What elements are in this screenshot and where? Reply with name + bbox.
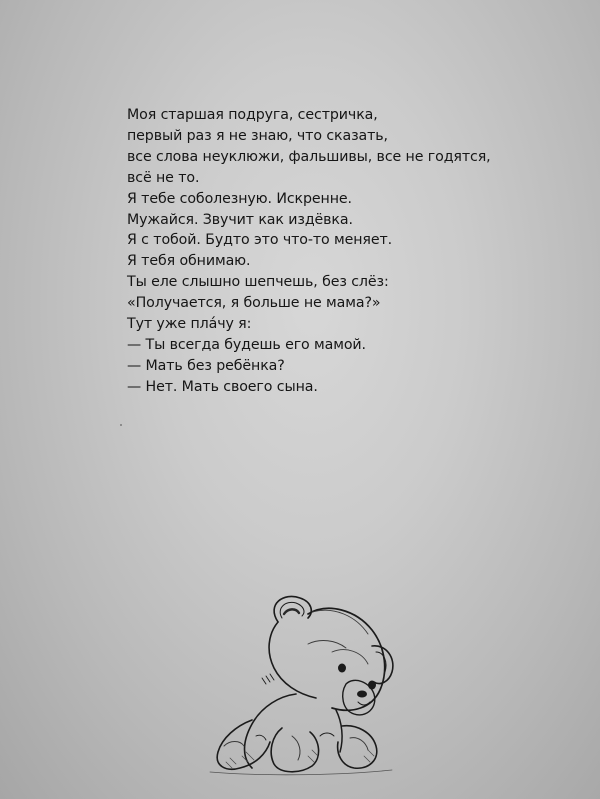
poem-line: первый раз я не знаю, что сказать, [127, 127, 388, 144]
poem-line: Мужайся. Звучит как издёвка. [127, 211, 353, 228]
paper-speck [120, 424, 122, 426]
poem-line: все слова неуклюжи, фальшивы, все не годятся, [127, 148, 491, 165]
poem-text [127, 105, 547, 398]
poem-line: — Нет. Мать своего сына. [127, 378, 318, 395]
poem-line: Я тебя обнимаю. [127, 253, 251, 270]
poem-line: Тут уже пла́чу я: [127, 316, 252, 333]
poem-line: — Мать без ребёнка? [127, 357, 285, 374]
poem-line: всё не то. [127, 169, 200, 186]
poem-line: «Получается, я больше не мама?» [127, 295, 381, 312]
poem-line: Моя старшая подруга, сестричка, [127, 107, 378, 123]
teddy-bear-sketch-icon [196, 586, 416, 776]
poem-line: — Ты всегда будешь его мамой. [127, 336, 366, 353]
poem-line: Я с тобой. Будто это что-то меняет. [127, 232, 393, 249]
poem-line: Я тебе соболезную. Искренне. [127, 190, 352, 207]
poem-line: Ты еле слышно шепчешь, без слёз: [127, 274, 389, 291]
